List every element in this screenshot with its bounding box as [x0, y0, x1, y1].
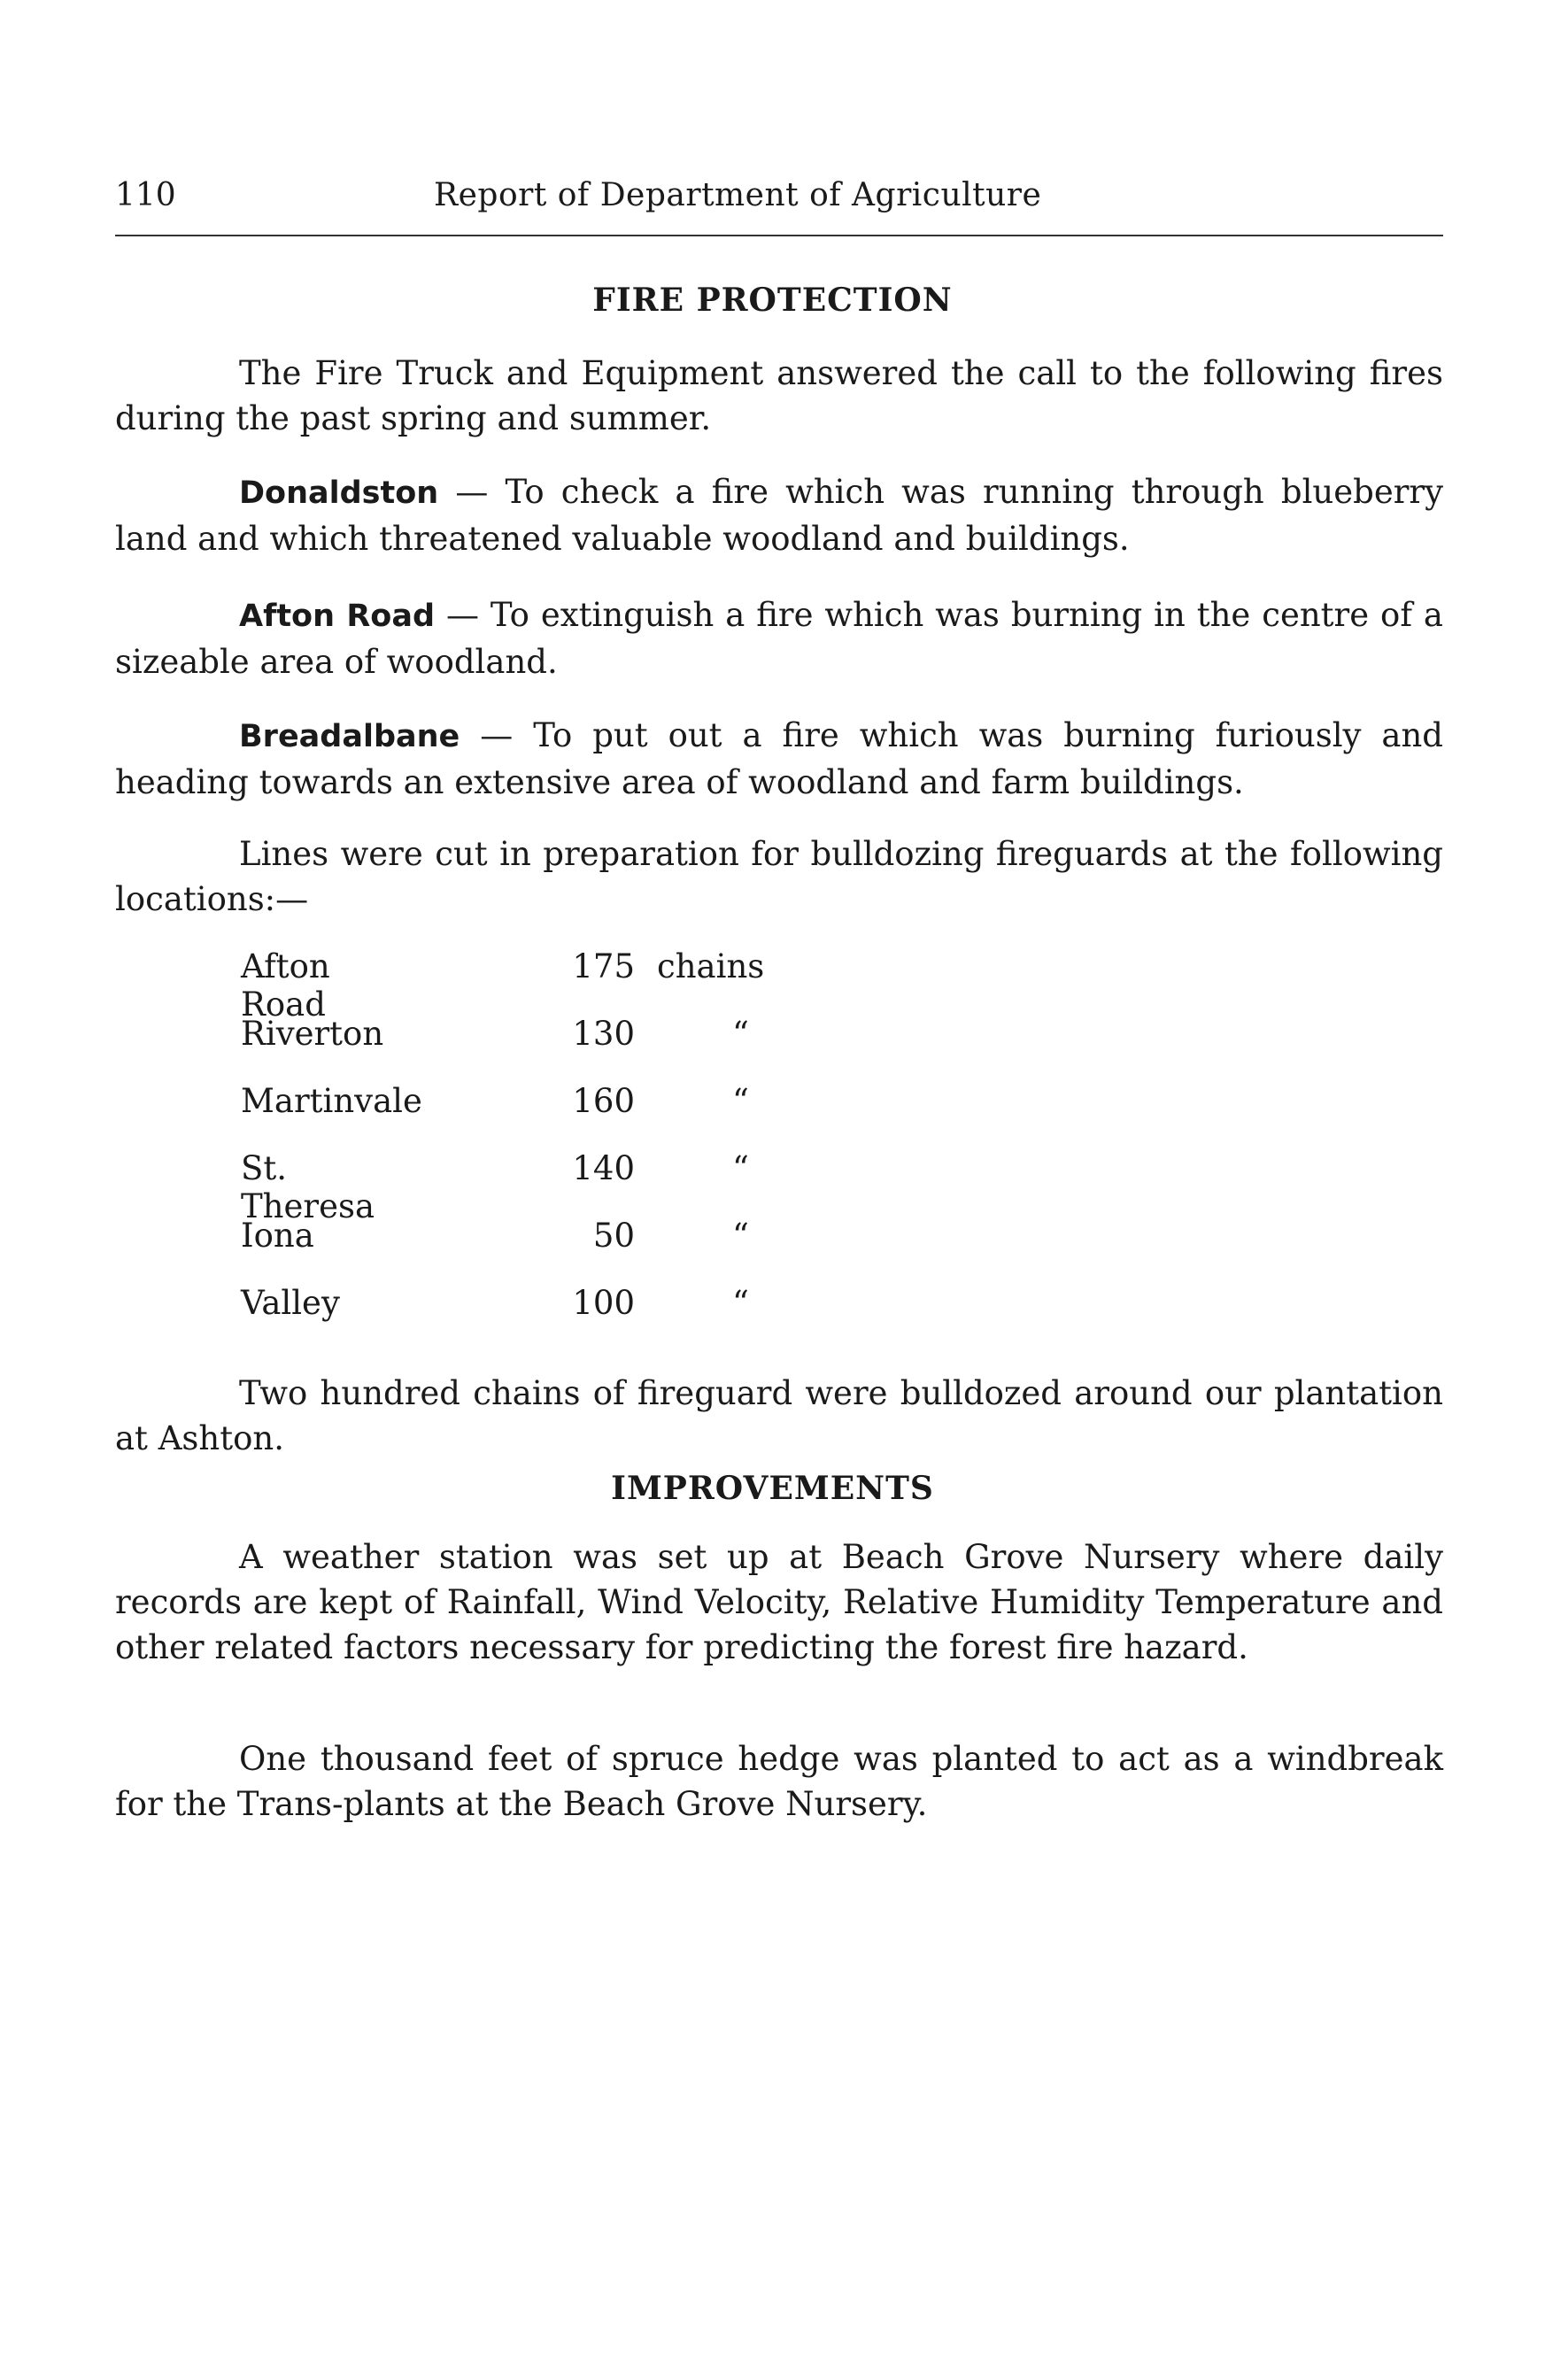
fire-place-label: Afton Road — [239, 599, 436, 634]
ditto-mark: “ — [732, 1284, 749, 1322]
ditto-mark: “ — [732, 1015, 749, 1053]
fire-description: — To put out a fire which was burning furiously and heading towards an extensive area of woodland and farm buildings. — [115, 716, 1443, 801]
bulldozed-paragraph: Two hundred chains of fireguard were bulldozed around our plantation at Ashton. — [115, 1374, 1443, 1457]
location-unit: chains — [657, 947, 765, 985]
intro-paragraph: The Fire Truck and Equipment answered the call to the following fires during the past spring and summer. — [115, 354, 1443, 437]
section-heading-fire-protection: FIRE PROTECTION — [592, 282, 953, 319]
location-name: Afton Road — [241, 947, 330, 1024]
location-chains: 130 — [572, 1015, 635, 1053]
fire-place-label: Breadalbane — [239, 719, 460, 754]
location-chains: 100 — [572, 1284, 635, 1322]
ditto-mark: “ — [732, 1082, 749, 1120]
weather-station-paragraph: A weather station was set up at Beach Grove Nursery where daily records are kept of Rainfall, Wind Velocity, Relative Humidity Temperature and other related factors necessary for predicting the forest fire hazard. — [115, 1538, 1443, 1666]
ditto-mark: “ — [732, 1149, 749, 1187]
ditto-mark: “ — [732, 1217, 749, 1255]
location-name: Valley — [241, 1284, 340, 1322]
hedge-paragraph: One thousand feet of spruce hedge was planted to act as a windbreak for the Trans-plants at the Beach Grove Nursery. — [115, 1740, 1443, 1823]
location-chains: 140 — [572, 1149, 635, 1187]
location-chains: 175 — [572, 947, 635, 985]
location-name: Martinvale — [241, 1082, 422, 1120]
section-heading-improvements: IMPROVEMENTS — [611, 1470, 934, 1507]
page-header — [115, 177, 1443, 230]
location-name: Riverton — [241, 1015, 384, 1053]
lines-intro-paragraph: Lines were cut in preparation for bulldozing fireguards at the following locations:— — [115, 835, 1443, 918]
header-rule — [115, 235, 1443, 236]
fire-place-label: Donaldston — [239, 475, 439, 511]
page-number: 110 — [115, 177, 176, 213]
fire-paragraph-breadalbane — [115, 713, 1443, 805]
fire-paragraph-donaldston — [115, 469, 1443, 561]
location-name: Iona — [241, 1217, 314, 1255]
fire-description: — To check a fire which was running through blueberry land and which threatened valuable woodland and buildings. — [115, 473, 1443, 558]
running-head: Report of Department of Agriculture — [434, 177, 1042, 213]
location-chains: 50 — [592, 1217, 635, 1255]
fire-description: — To extinguish a fire which was burning in the centre of a sizeable area of woodland. — [115, 596, 1443, 681]
location-name: St. Theresa — [241, 1149, 375, 1225]
fire-paragraph-afton-road — [115, 592, 1443, 684]
location-chains: 160 — [572, 1082, 635, 1120]
